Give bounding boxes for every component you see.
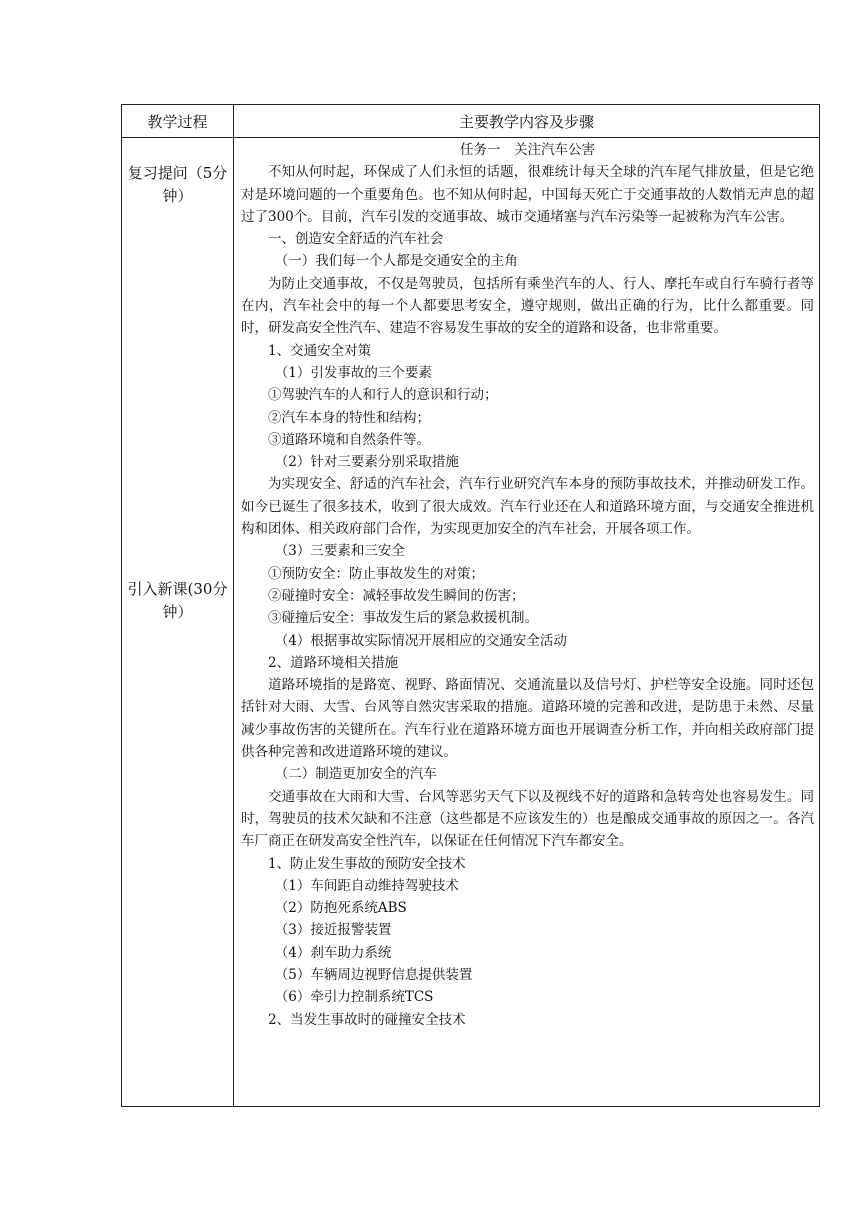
lesson-plan-table <box>121 104 820 1107</box>
content-paragraph: 1、交通安全对策 <box>268 342 372 359</box>
content-paragraph: （二）制造更加安全的汽车 <box>274 766 437 783</box>
content-paragraph: （1）车间距自动维持驾驶技术 <box>274 877 459 894</box>
content-paragraph: ③碰撞后安全：事故发生后的紧急救援机制。 <box>268 610 538 627</box>
content-paragraph: ①预防安全：防止事故发生的对策； <box>268 565 484 582</box>
stage-review: 复习提问（5分钟） <box>127 164 228 205</box>
header-main-content: 主要教学内容及步骤 <box>234 105 820 138</box>
stage-column <box>122 138 234 1107</box>
content-paragraph: （5）车辆周边视野信息提供装置 <box>274 966 473 983</box>
content-paragraph: 一、创造安全舒适的汽车社会 <box>268 231 444 248</box>
content-paragraph: 为防止交通事故，不仅是驾驶员，包括所有乘坐汽车的人、行人、摩托车或自行车骑行者等在内，汽车社会中的每一个人都要思考安全，遵守规则，做出正确的行为，比什么都重要。同时，研发高安全性汽车、建造不容易发生事故的安全的道路和设备，也非常重要。 <box>241 275 814 337</box>
content-paragraph: （6）牵引力控制系统TCS <box>274 989 434 1006</box>
content-paragraph: （一）我们每一个人都是交通安全的主角 <box>274 253 518 270</box>
content-paragraph: （1）引发事故的三个要素 <box>274 364 432 381</box>
table-body-row <box>122 138 820 1107</box>
content-paragraph: （2）针对三要素分别采取措施 <box>274 454 459 471</box>
task-title: 任务一 关注汽车公害 <box>460 142 595 158</box>
header-teaching-process: 教学过程 <box>122 105 234 138</box>
content-paragraph: （4）刹车助力系统 <box>274 944 392 961</box>
table-header-row <box>122 105 820 138</box>
content-paragraph: ①驾驶汽车的人和行人的意识和行动； <box>268 387 498 404</box>
content-paragraph: 1、防止发生事故的预防安全技术 <box>268 855 466 872</box>
content-column <box>234 138 820 1107</box>
content-paragraph: （3）三要素和三安全 <box>274 543 405 560</box>
content-paragraph: （3）接近报警装置 <box>274 922 392 939</box>
content-paragraph: ②汽车本身的特性和结构； <box>268 409 430 426</box>
content-paragraph: 交通事故在大雨和大雪、台风等恶劣天气下以及视线不好的道路和急转弯处也容易发生。同时，驾驶员的技术欠缺和不注意（这些都是不应该发生的）也是酿成交通事故的原因之一。各汽车厂商正在研发高安全性汽车，以保证在任何情况下汽车都安全。 <box>241 788 814 850</box>
content-paragraph: 为实现安全、舒适的汽车社会，汽车行业研究汽车本身的预防事故技术，并推动研发工作。如今已诞生了很多技术，收到了很大成效。汽车行业还在人和道路环境方面，与交通安全推进机构和团体、相关政府部门合作，为实现更加安全的汽车社会，开展各项工作。 <box>241 476 814 538</box>
content-paragraph: 不知从何时起，环保成了人们永恒的话题，很难统计每天全球的汽车尾气排放量，但是它绝对是环境问题的一个重要角色。也不知从何时起，中国每天死亡于交通事故的人数悄无声息的超过了300个。目前，汽车引发的交通事故、城市交通堵塞与汽车污染等一起被称为汽车公害。 <box>241 164 814 225</box>
content-paragraph: （2）防抱死系统ABS <box>274 900 407 917</box>
content-paragraph: ②碰撞时安全：减轻事故发生瞬间的伤害； <box>268 587 525 604</box>
content-paragraph: 道路环境指的是路宽、视野、路面情况、交通流量以及信号灯、护栏等安全设施。同时还包括针对大雨、大雪、台风等自然灾害采取的措施。道路环境的完善和改进，是防患于未然、尽量减少事故伤害的关键所在。汽车行业在道路环境方面也开展调查分析工作，并向相关政府部门提供各种完善和改进道路环境的建议。 <box>241 677 814 761</box>
content-paragraph: （4）根据事故实际情况开展相应的交通安全活动 <box>274 632 567 649</box>
content-paragraph: ③道路环境和自然条件等。 <box>268 431 430 448</box>
content-paragraph: 2、当发生事故时的碰撞安全技术 <box>268 1011 466 1028</box>
content-paragraph: 2、道路环境相关措施 <box>268 654 399 671</box>
content-body <box>234 138 819 1031</box>
paragraph-list <box>241 161 814 1031</box>
stage-new-lesson: 引入新课(30分钟） <box>127 580 228 621</box>
